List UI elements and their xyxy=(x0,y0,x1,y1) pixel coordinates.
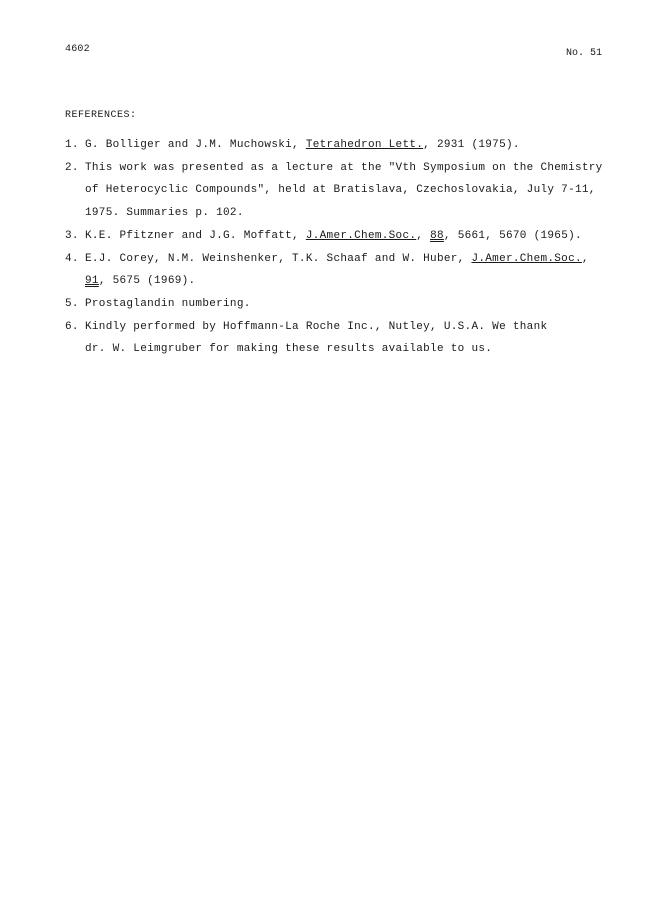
journal-name: Tetrahedron Lett. xyxy=(305,139,424,151)
reference-text: K.E. Pfitzner and J.G. Moffatt, J.Amer.Chem.Soc., 88, 5661, 5670 (1965). xyxy=(85,230,582,242)
reference-number: 3. xyxy=(65,230,79,242)
journal-issue-number: No. 51 xyxy=(566,48,603,59)
reference-text-line-1: This work was presented as a lecture at the "Vth Symposium on the Chemistry xyxy=(85,162,603,174)
reference-text: G. Bolliger and J.M. Muchowski, Tetrahedron Lett., 2931 (1975). xyxy=(85,139,520,151)
reference-text-line-1: Kindly performed by Hoffmann-La Roche Inc., Nutley, U.S.A. We thank xyxy=(85,321,548,333)
journal-name: J.Amer.Chem.Soc. xyxy=(305,230,417,242)
volume-number: 88 xyxy=(430,230,444,242)
page-number: 4602 xyxy=(65,44,90,55)
journal-name: J.Amer.Chem.Soc. xyxy=(471,253,582,265)
reference-text: Prostaglandin numbering. xyxy=(85,298,251,310)
reference-text-line-1: E.J. Corey, N.M. Weinshenker, T.K. Schaaf and W. Huber, J.Amer.Chem.Soc., xyxy=(85,253,589,265)
reference-number: 2. xyxy=(65,162,79,174)
reference-number: 1. xyxy=(65,139,79,151)
reference-text-line-2: 91, 5675 (1969). xyxy=(85,275,196,287)
reference-text-line-2: dr. W. Leimgruber for making these results available to us. xyxy=(85,343,493,355)
reference-number: 5. xyxy=(65,298,79,310)
reference-text-line-3: 1975. Summaries p. 102. xyxy=(85,207,244,219)
reference-number: 4. xyxy=(65,253,79,265)
reference-text-line-2: of Heterocyclic Compounds", held at Bratislava, Czechoslovakia, July 7-11, xyxy=(85,184,596,196)
reference-number: 6. xyxy=(65,321,79,333)
references-heading: REFERENCES: xyxy=(65,110,137,121)
volume-number: 91 xyxy=(85,275,99,287)
